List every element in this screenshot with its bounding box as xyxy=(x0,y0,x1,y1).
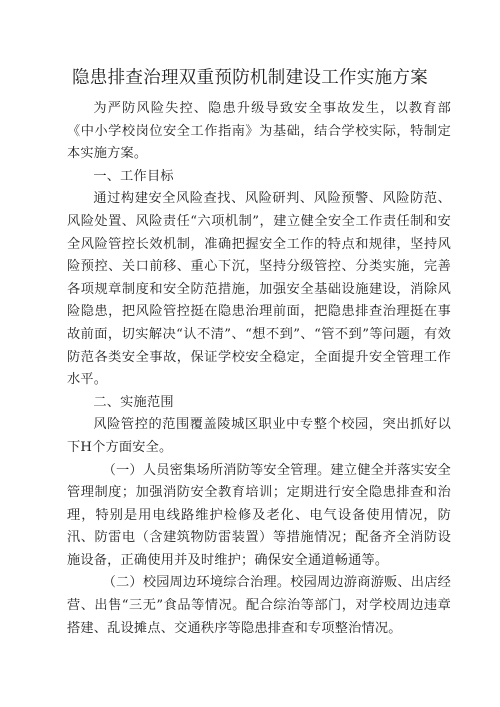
document-title: 隐患排查治理双重预防机制建设工作实施方案 xyxy=(72,68,428,88)
goals-paragraph: 通过构建安全风险查找、风险研判、风险预警、风险防范、风险处置、风险责任“六项机制”，建立健全安全工作责任制和安全风险管控长效机制，准确把握安全工作的特点和规律，坚持风险预控、关口前移、重心下沉，坚持分级管控、分类实施，完善各项规章制度和安全防范措施，加强安全基础设施建设，消除风险隐患，把风险管控挺在隐患治理前面，把隐患排查治理挺在事故前面，切实解决“认不清”、“想不到”、“管不到”等问题，有效防范各类安全事故，保证学校安全稳定，全面提升安全管理工作水平。 xyxy=(67,191,451,388)
scope-paragraph: 风险管控的范围覆盖陵城区职业中专整个校园，突出抓好以下H个方面安全。 xyxy=(67,417,451,455)
subsection-campus-surroundings: （二）校园周边环境综合治理。校园周边游商游贩、出店经营、出售“三无”食品等情况。配合综治等部门，对学校周边违章搭建、乱设摊点、交通秩序等隐患排查和专项整治情况。 xyxy=(67,575,451,636)
subsection-crowded-places: （一）人员密集场所消防等安全管理。建立健全并落实安全管理制度；加强消防安全教育培训；定期进行安全隐患排查和治理，特别是用电线路维护检修及老化、电气设备使用情况，防汛、防雷电（含建筑物防雷装置）等措施情况；配备齐全消防设施设备，正确使用并及时维护；确保安全通道畅通等。 xyxy=(67,462,451,568)
section-heading-scope: 二、实施范围 xyxy=(93,394,174,410)
intro-paragraph: 为严防风险失控、隐患升级导致安全事故发生，以教育部《中小学校岗位安全工作指南》为基础，结合学校实际，特制定本实施方案。 xyxy=(67,101,451,162)
document-body xyxy=(67,98,451,640)
section-heading-goals: 一、工作目标 xyxy=(93,168,174,184)
